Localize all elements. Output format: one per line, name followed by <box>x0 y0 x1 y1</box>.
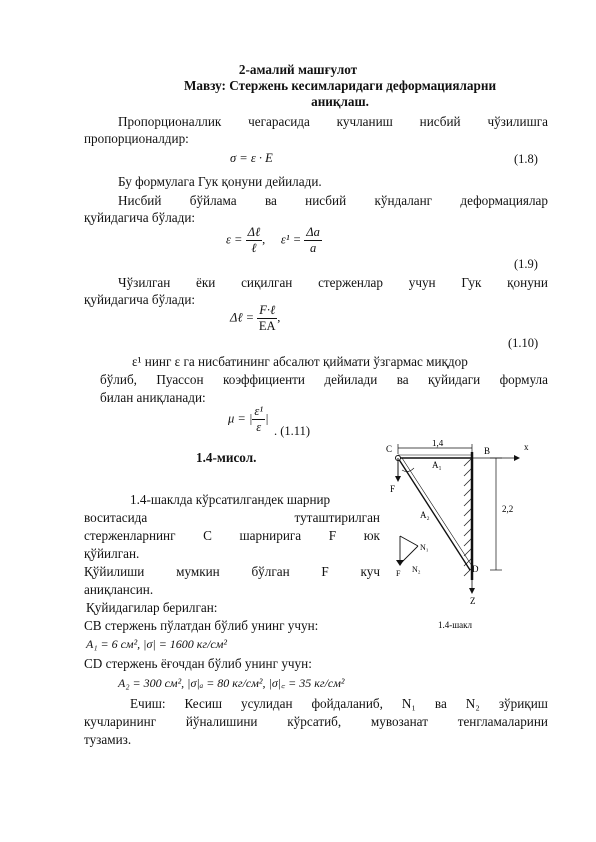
word: Нисбий <box>118 193 162 208</box>
equation-1-10 <box>230 303 280 334</box>
subject-line: Мавзу: Стержень кесимларидаги деформацияларни <box>183 78 497 93</box>
word: фойдаланиб, <box>311 696 383 711</box>
example-line-6: аниқлансин. <box>84 582 154 597</box>
separator: , <box>277 310 281 325</box>
word: Қўйилиши <box>84 564 145 579</box>
word: Ечиш: <box>130 696 166 711</box>
example-line-5 <box>84 564 380 580</box>
eq-lhs: ε = <box>226 232 243 247</box>
word: F <box>321 564 329 579</box>
denominator: ℓ <box>251 241 257 255</box>
example-line-3 <box>84 528 380 544</box>
word: стерженларнинг <box>84 528 176 543</box>
page-title: 2-амалий машғулот <box>238 62 358 77</box>
word: куч <box>360 564 380 579</box>
dim-side-label: 2,2 <box>502 504 514 514</box>
word: С <box>203 528 212 543</box>
word: чегарасида <box>248 114 310 129</box>
angle-mark <box>402 468 414 472</box>
word: мувозанат <box>370 714 428 729</box>
vector-n1 <box>400 536 418 546</box>
word: чўзилишга <box>487 114 548 129</box>
numerator: ε¹ <box>254 404 264 418</box>
word: учун <box>408 275 436 290</box>
word: нисбий <box>305 193 347 208</box>
word: N₂ <box>465 696 480 711</box>
word: йўналишини <box>185 714 258 729</box>
label-z: Z <box>470 596 476 606</box>
paragraph-5-line-1: ε¹ нинг ε га нисбатининг абсалют қиймати ўзгармас миқдор <box>132 354 468 369</box>
eq-lhs: ε¹ = <box>280 232 302 247</box>
numerator: Δℓ <box>247 225 261 239</box>
example-line-2 <box>84 510 380 526</box>
word: Кесиш <box>184 696 223 711</box>
word: ёки <box>196 275 216 290</box>
word: туташтирилган <box>294 510 380 525</box>
separator: , <box>262 232 266 247</box>
paragraph-5-line-3: билан аниқланади: <box>100 390 206 405</box>
word: Пропорционаллик <box>118 114 222 129</box>
word: Чўзилган <box>118 275 171 290</box>
paragraph-3-line-1 <box>118 193 548 209</box>
example-line-8: СВ стержень пўлатдан бўлиб унинг учун: <box>84 618 319 633</box>
label-a1: A₁ <box>432 460 442 470</box>
word: дейилади <box>324 372 378 387</box>
label-n1: N₁ <box>420 543 429 552</box>
label-c: C <box>386 444 393 454</box>
equation-1-9 <box>226 225 322 256</box>
paragraph-4-line-1 <box>118 275 548 291</box>
subject-line-cont: аниқлаш. <box>311 94 369 109</box>
word: ва <box>434 696 447 711</box>
label-n2: N₂ <box>412 565 421 574</box>
word: стерженлар <box>318 275 384 290</box>
numerator: Δa <box>306 225 320 239</box>
equation-number-1-10: (1.10) <box>508 336 539 350</box>
word: коэффициенти <box>222 372 305 387</box>
label-a2: A₂ <box>420 510 430 520</box>
paragraph-1-line-1 <box>118 114 548 130</box>
word: зўриқиш <box>498 696 548 711</box>
fraction <box>246 225 266 256</box>
fraction <box>257 303 277 334</box>
eq-rhs: | <box>265 411 269 426</box>
example-line-7: Қуйидагилар берилган: <box>86 600 218 615</box>
denominator: a <box>309 241 317 255</box>
word: бўйлама <box>189 193 237 208</box>
bar-cd <box>398 458 470 570</box>
word: Гук <box>461 275 482 290</box>
word: F <box>328 528 337 543</box>
word: усулидан <box>241 696 293 711</box>
paragraph-2: Бу формулага Гук қонуни дейилади. <box>118 174 322 189</box>
word: воситасида <box>84 510 148 525</box>
numerator: F·ℓ <box>259 303 276 317</box>
example-line-13 <box>84 714 548 730</box>
dim-top-label: 1,4 <box>432 440 444 448</box>
word: бўлиб, <box>100 372 137 387</box>
eq-lhs: μ = | <box>228 411 253 426</box>
equation-number-1-9: (1.9) <box>514 257 538 271</box>
label-d: D <box>472 564 479 574</box>
word: юк <box>363 528 380 543</box>
word: нисбий <box>419 114 461 129</box>
word: ва <box>264 193 277 208</box>
eq-lhs: Δℓ = <box>230 310 255 325</box>
example-line-14: тузамиз. <box>84 732 132 747</box>
word: қонуни <box>507 275 548 290</box>
word: шарнирига <box>239 528 302 543</box>
paragraph-5-line-2 <box>100 372 548 388</box>
label-f2: F <box>396 569 401 578</box>
paragraph-4-line-2: қуйидагича бўлади: <box>84 292 196 307</box>
figure-1-4 <box>384 440 554 640</box>
word: кучланиш <box>336 114 393 129</box>
word: сиқилган <box>241 275 293 290</box>
fraction <box>252 404 265 435</box>
word: мумкин <box>176 564 220 579</box>
denominator: ε <box>256 420 262 434</box>
word: кўрсатиб, <box>287 714 342 729</box>
denominator: EA <box>258 319 276 333</box>
figure-caption: 1.4-шакл <box>438 620 473 630</box>
example-line-1: 1.4-шаклда кўрсатилгандек шарнир <box>130 492 331 507</box>
equation-number-1-8: (1.8) <box>514 152 538 166</box>
example-line-4: қўйилган. <box>84 546 140 561</box>
word: формула <box>499 372 548 387</box>
label-x: x <box>524 442 529 452</box>
word: кўндаланг <box>374 193 433 208</box>
example-line-12 <box>130 696 548 712</box>
example-given-wood: A₂ = 300 см², |σ|ₐ = 80 кг/см², |σ|꜀ = 35 кг/см² <box>118 676 345 690</box>
paragraph-1-line-2: пропорционалдир: <box>84 131 189 146</box>
word: бўлган <box>251 564 290 579</box>
equation-1-8: σ = ε · E <box>230 151 273 165</box>
paragraph-3-line-2: қуйидагича бўлади: <box>84 210 196 225</box>
word: деформациялар <box>460 193 548 208</box>
word: N₁ <box>401 696 416 711</box>
label-f: F <box>390 484 396 494</box>
equation-number-1-11: . (1.11) <box>274 424 310 438</box>
word: тенгламаларини <box>457 714 548 729</box>
equation-1-11 <box>228 404 269 435</box>
example-given-steel: A₁ = 6 см², |σ| = 1600 кг/см² <box>86 637 228 651</box>
example-line-10: СD стержень ёғочдан бўлиб унинг учун: <box>84 656 312 671</box>
fraction <box>304 225 322 256</box>
word: ва <box>396 372 409 387</box>
word: Пуассон <box>156 372 204 387</box>
word: қуйидаги <box>428 372 481 387</box>
example-title: 1.4-мисол. <box>196 450 257 465</box>
label-b: B <box>484 446 491 456</box>
word: кучларининг <box>84 714 157 729</box>
